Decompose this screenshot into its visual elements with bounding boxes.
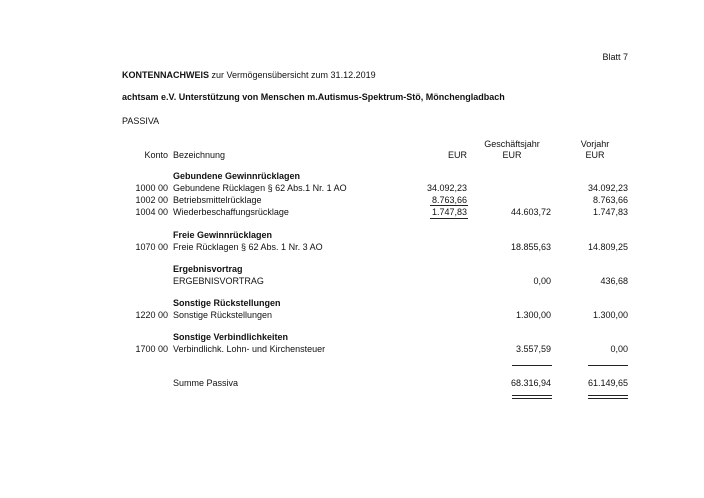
eur-value: 1.747,83 — [431, 207, 467, 217]
title-bold: KONTENNACHWEIS — [122, 70, 209, 80]
total-vorjahr: 61.149,65 — [587, 378, 628, 388]
total-geschaeftsjahr: 68.316,94 — [510, 378, 551, 388]
konto-number: 1070 00 — [135, 242, 168, 252]
total-label: Summe Passiva — [173, 378, 239, 388]
header-vorjahr: Vorjahr — [580, 139, 610, 149]
organization-name: achtsam e.V. Unterstützung von Menschen m.Autismus-Spektrum-Stö, Mönchengladbach — [122, 92, 505, 102]
page-title — [122, 70, 376, 80]
vorjahr-value: 0,00 — [610, 344, 628, 354]
header-eur: EUR — [447, 150, 467, 160]
account-label: Wiederbeschaffungsrücklage — [173, 207, 289, 217]
geschaeftsjahr-value: 3.557,59 — [515, 344, 551, 354]
geschaeftsjahr-value: 0,00 — [533, 276, 551, 286]
vorjahr-value: 436,68 — [600, 276, 628, 286]
header-geschaeftsjahr: Geschäftsjahr — [484, 139, 540, 149]
subtotal-rule-top — [430, 205, 468, 206]
konto-number: 1000 00 — [135, 183, 168, 193]
group-heading: Gebundene Gewinnrücklagen — [173, 171, 301, 181]
geschaeftsjahr-value: 44.603,72 — [510, 207, 551, 217]
group-heading: Sonstige Verbindlichkeiten — [173, 332, 289, 342]
account-label: Betriebsmittelrücklage — [173, 195, 262, 205]
total-rule-vj — [588, 365, 628, 366]
vorjahr-value: 1.300,00 — [592, 310, 628, 320]
eur-value: 34.092,23 — [426, 183, 467, 193]
header-geschaeftsjahr-eur: EUR — [502, 150, 522, 160]
group-heading: Freie Gewinnrücklagen — [173, 230, 273, 240]
account-label: ERGEBNISVORTRAG — [173, 276, 264, 286]
double-rule-gj-2 — [512, 398, 552, 399]
account-label: Freie Rücklagen § 62 Abs. 1 Nr. 3 AO — [173, 242, 323, 252]
group-heading: Ergebnisvortrag — [173, 264, 243, 274]
double-rule-vj-1 — [588, 395, 628, 396]
vorjahr-value: 1.747,83 — [592, 207, 628, 217]
konto-number: 1004 00 — [135, 207, 168, 217]
sheet-number: Blatt 7 — [602, 52, 628, 62]
konto-number: 1220 00 — [135, 310, 168, 320]
account-label: Verbindlichk. Lohn- und Kirchensteuer — [173, 344, 326, 354]
total-rule-gj — [512, 365, 552, 366]
section-title: PASSIVA — [122, 116, 160, 126]
vorjahr-value: 14.809,25 — [587, 242, 628, 252]
geschaeftsjahr-value: 18.855,63 — [510, 242, 551, 252]
title-rest: zur Vermögensübersicht zum 31.12.2019 — [209, 70, 376, 80]
vorjahr-value: 34.092,23 — [587, 183, 628, 193]
vorjahr-value: 8.763,66 — [592, 195, 628, 205]
konto-number: 1700 00 — [135, 344, 168, 354]
account-label: Gebundene Rücklagen § 62 Abs.1 Nr. 1 AO — [173, 183, 347, 193]
eur-value: 8.763,66 — [431, 195, 467, 205]
header-konto: Konto — [144, 150, 168, 160]
konto-number: 1002 00 — [135, 195, 168, 205]
account-label: Sonstige Rückstellungen — [173, 310, 273, 320]
group-heading: Sonstige Rückstellungen — [173, 298, 281, 308]
geschaeftsjahr-value: 1.300,00 — [515, 310, 551, 320]
subtotal-rule-bottom — [430, 218, 468, 219]
double-rule-gj-1 — [512, 395, 552, 396]
header-vorjahr-eur: EUR — [585, 150, 605, 160]
header-bezeichnung: Bezeichnung — [173, 150, 226, 160]
double-rule-vj-2 — [588, 398, 628, 399]
